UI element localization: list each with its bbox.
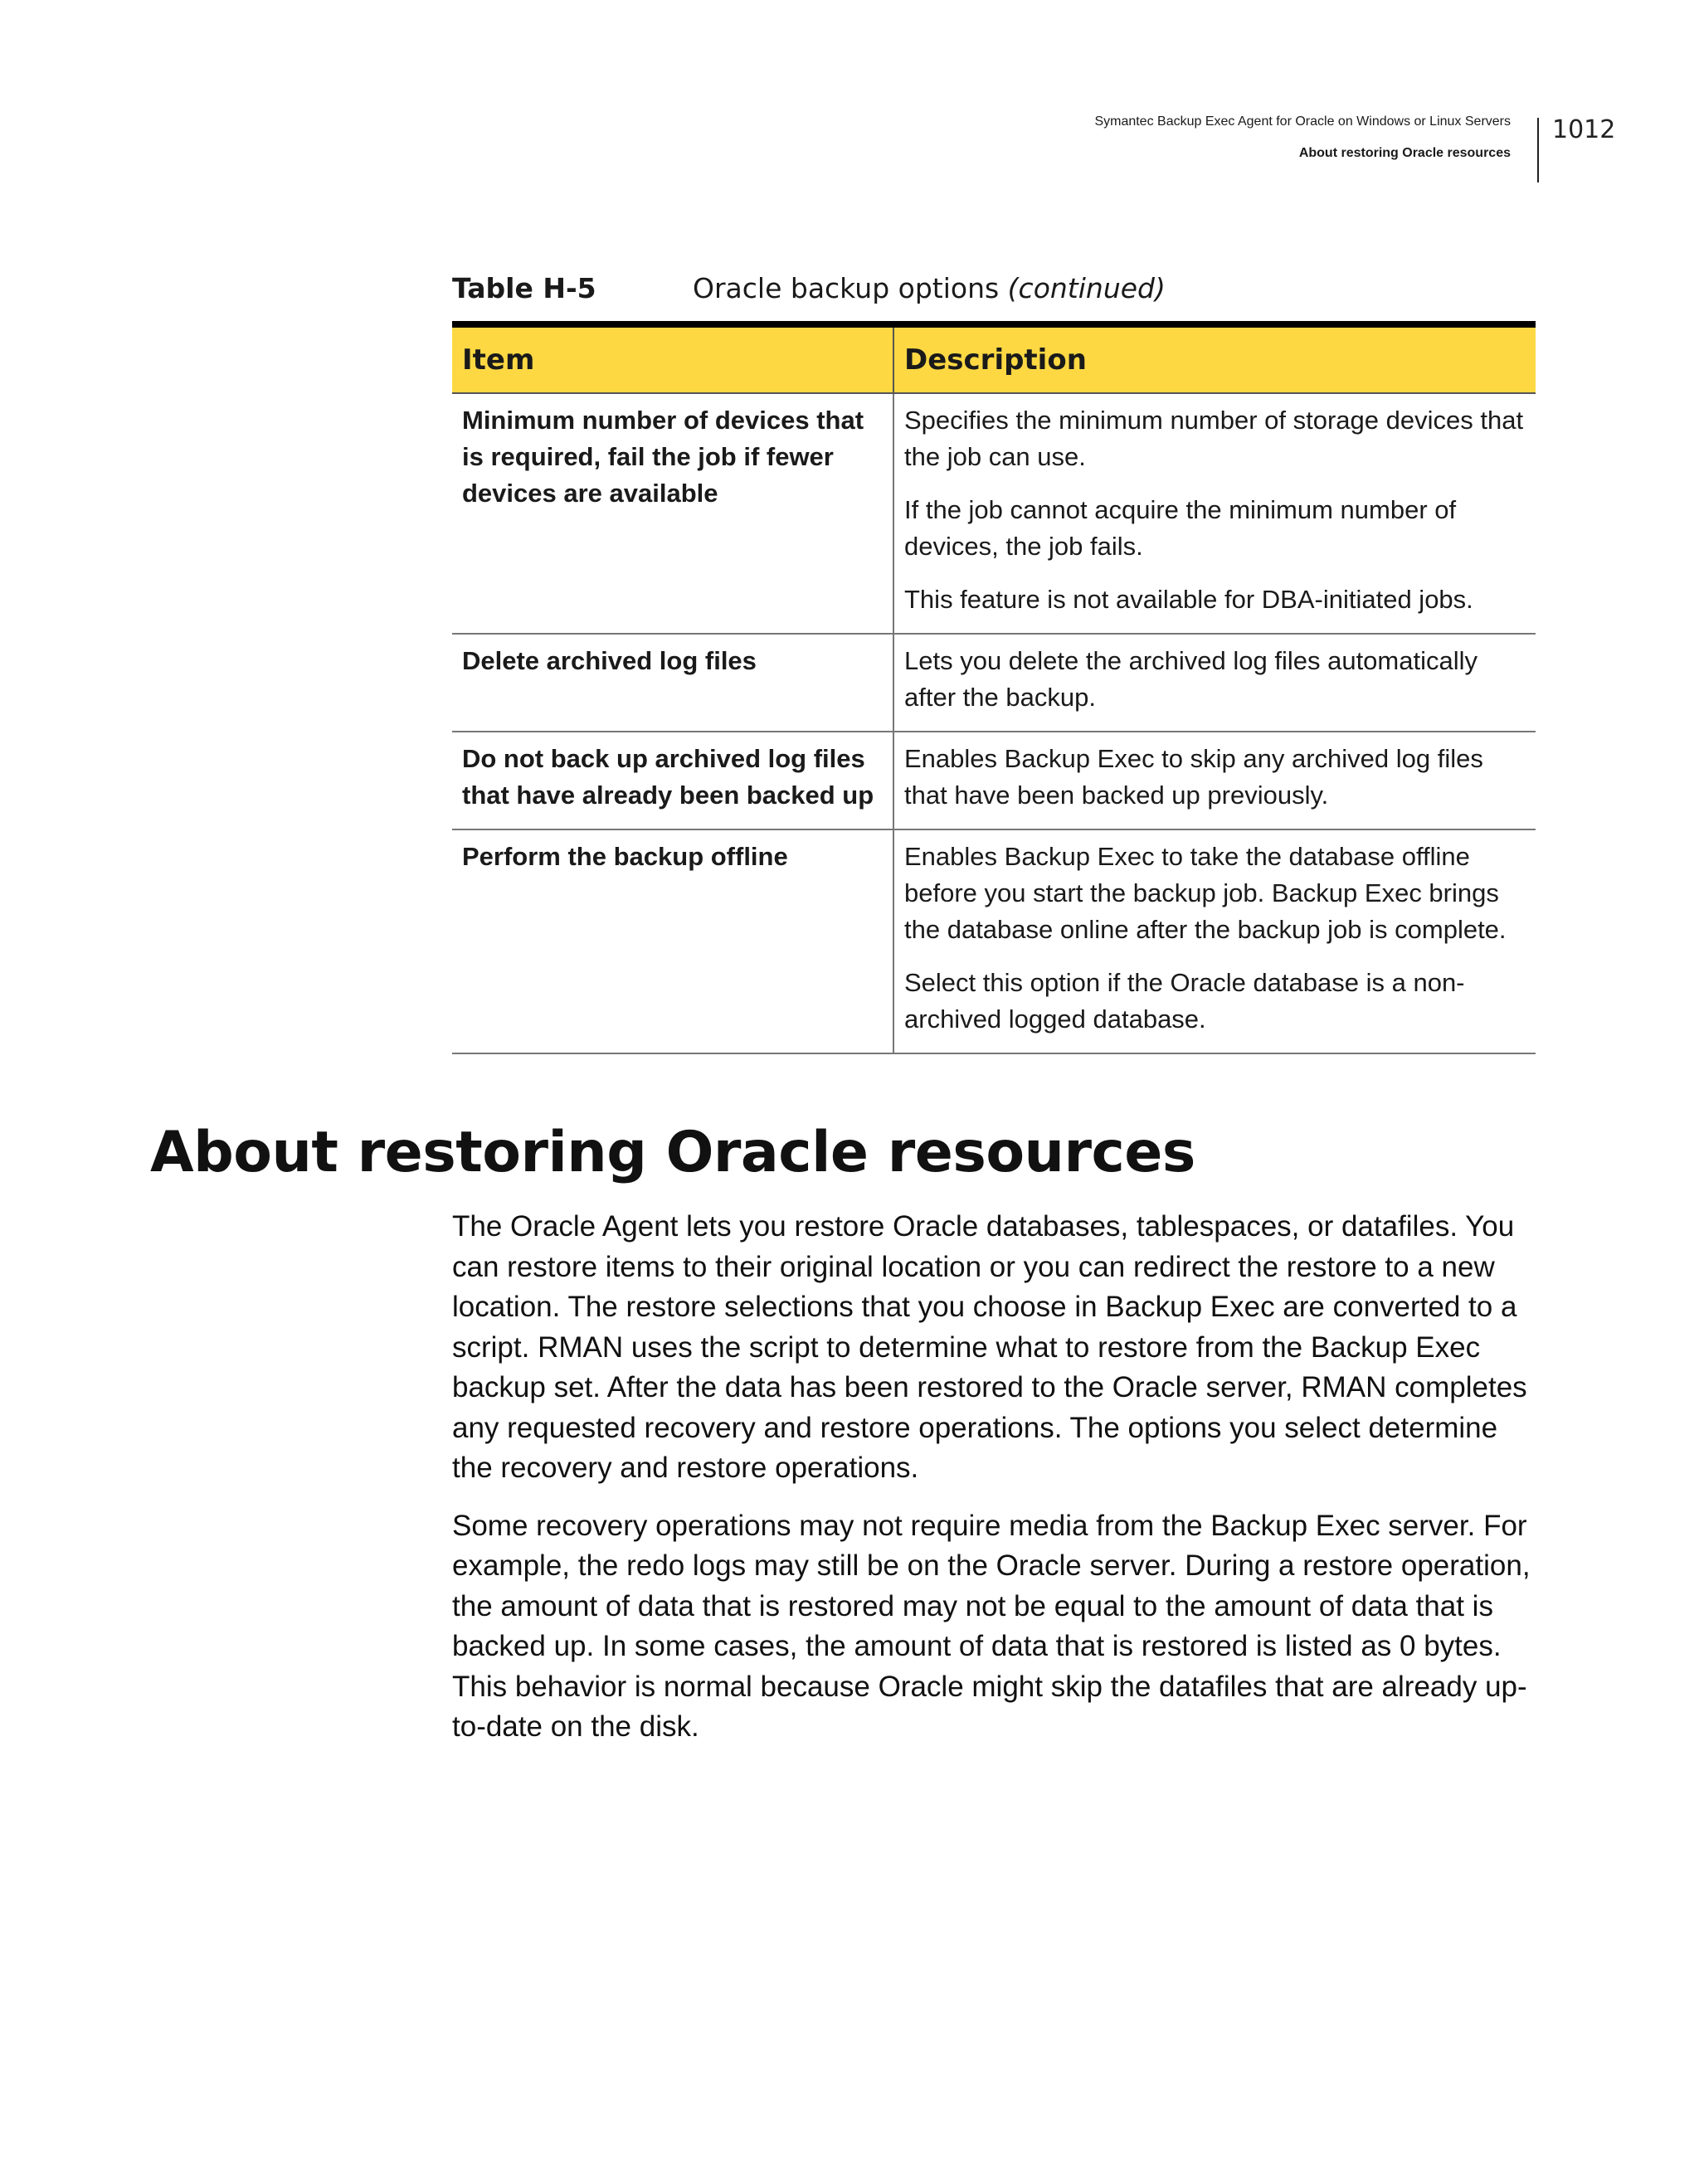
description-paragraph: Lets you delete the archived log files automatically after the backup.	[904, 646, 1478, 712]
body-paragraph: Some recovery operations may not require media from the Backup Exec server. For example, the redo logs may still be on the Oracle server. During a restore operation, the amount of data that is restored may not be equal to the amount of data that is backed up. In some cases, the amount of data that is restored is listed as 0 bytes. This behavior is normal because Oracle might skip the datafiles that are already up-to-date on the disk.	[452, 1509, 1531, 1743]
table-row	[452, 393, 1536, 634]
row-description	[893, 732, 1536, 829]
oracle-backup-options-table	[452, 321, 1536, 1054]
section-body	[452, 1207, 1539, 1765]
section-heading: About restoring Oracle resources	[150, 1120, 1195, 1185]
description-paragraph: Enables Backup Exec to take the database offline before you start the backup job. Backup Exec brings the database online after the backup job is complete.	[904, 842, 1507, 944]
row-item: Perform the backup offline	[452, 829, 893, 1053]
table-row	[452, 634, 1536, 732]
description-paragraph: If the job cannot acquire the minimum number of devices, the job fails.	[904, 495, 1457, 561]
table-caption-continued: (continued)	[1007, 272, 1166, 304]
description-paragraph: Specifies the minimum number of storage devices that the job can use.	[904, 406, 1524, 471]
row-item: Minimum number of devices that is required, fail the job if fewer devices are available	[452, 393, 893, 634]
row-item: Do not back up archived log files that have already been backed up	[452, 732, 893, 829]
page-number: 1012	[1552, 115, 1616, 144]
body-paragraph: The Oracle Agent lets you restore Oracle databases, tablespaces, or datafiles. You can restore items to their original location or you can redirect the restore to a new location. The restore selections that you choose in Backup Exec are converted to a script. RMAN uses the script to determine what to restore from the Backup Exec backup set. After the data has been restored to the Oracle server, RMAN completes any requested recovery and restore operations. The options you select determine the recovery and restore operations.	[452, 1210, 1527, 1484]
table-caption-label: Table H-5	[452, 272, 596, 304]
table-caption	[452, 272, 1166, 305]
column-header-item: Item	[452, 324, 893, 393]
row-description	[893, 393, 1536, 634]
table-row	[452, 732, 1536, 829]
column-header-description: Description	[893, 324, 1536, 393]
row-description	[893, 829, 1536, 1053]
header-chapter-title: Symantec Backup Exec Agent for Oracle on Windows or Linux Servers	[1094, 114, 1511, 129]
row-description	[893, 634, 1536, 732]
table-caption-title: Oracle backup options	[693, 272, 1000, 304]
row-item: Delete archived log files	[452, 634, 893, 732]
table-row	[452, 829, 1536, 1053]
description-paragraph: This feature is not available for DBA-initiated jobs.	[904, 585, 1473, 614]
header-section-title: About restoring Oracle resources	[1298, 146, 1511, 160]
table-header-row	[452, 324, 1536, 393]
description-paragraph: Select this option if the Oracle database is a non-archived logged database.	[904, 968, 1465, 1034]
header-divider	[1537, 118, 1539, 182]
description-paragraph: Enables Backup Exec to skip any archived log files that have been backed up previously.	[904, 744, 1483, 810]
